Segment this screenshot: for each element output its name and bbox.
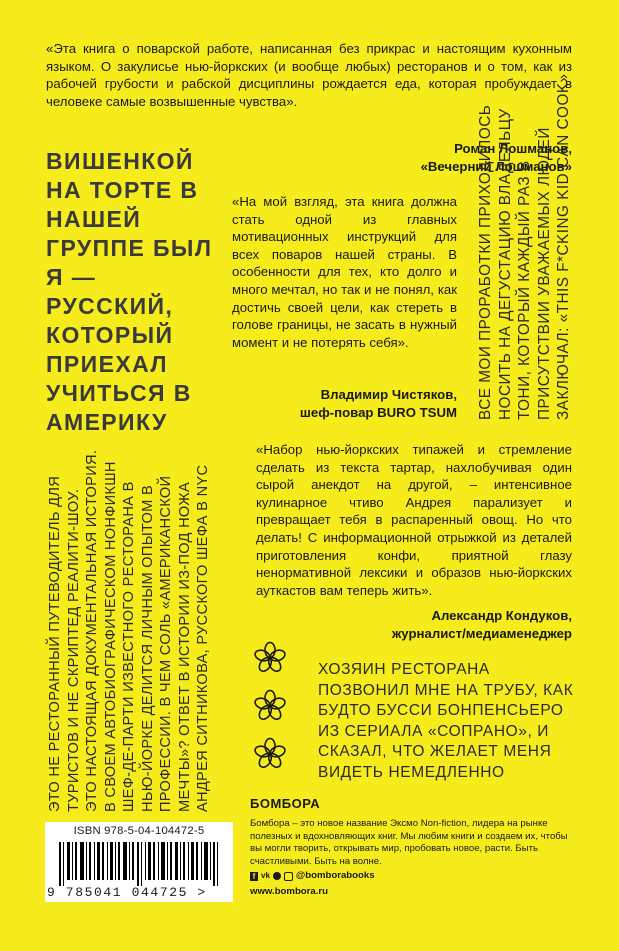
description-line: В СВОЕМ АВТОБИОГРАФИЧЕСКОМ НОНФИКШН — [102, 461, 119, 812]
description-line: НЬЮ-ЙОРКЕ ДЕЛИТСЯ ЛИЧНЫМ ОПЫТОМ В — [139, 485, 156, 812]
vk-icon[interactable]: vk — [261, 871, 270, 880]
social-links — [250, 870, 375, 883]
callout-excerpt: ХОЗЯИН РЕСТОРАНА ПОЗВОНИЛ МНЕ НА ТРУБУ, КАК БУДТО БУССИ БОНПЕНСЬЕРО ИЗ СЕРИАЛА «СОПРАНО», И СКАЗАЛ, ЧТО ЖЕЛАЕТ МЕНЯ ВИДЕТЬ НЕМЕДЛЕННО — [318, 661, 574, 781]
author-title: журналист/медиаменеджер — [391, 626, 572, 641]
excerpt-line: ВСЕ МОИ ПРОРАБОТКИ ПРИХОДИЛОСЬ — [477, 104, 494, 420]
author-name: Александр Кондуков, — [431, 608, 572, 623]
description-line: ТУРИСТОВ И НЕ СКРИПТЕД РЕАЛИТИ-ШОУ. — [65, 488, 82, 812]
author-title: «Вечерний Лошманов» — [420, 159, 572, 174]
publisher-logo: БОМБОРА — [250, 796, 321, 811]
telegram-icon[interactable] — [273, 872, 281, 880]
barcode-block — [45, 822, 233, 902]
description-line: ЭТО НЕ РЕСТОРАННЫЙ ПУТЕВОДИТЕЛЬ ДЛЯ — [47, 475, 63, 812]
flower-icon — [254, 739, 287, 770]
facebook-icon[interactable]: f — [250, 872, 258, 881]
isbn-number: ISBN 978-5-04-104472-5 — [73, 825, 205, 837]
description-line: ШЕФ-ДЕ-ПАРТИ ИЗВЕСТНОГО РЕСТОРАНА В — [121, 481, 137, 812]
description-line: АНДРЕЯ СИТНИКОВА, РУССКОГО ШЕФА В NYC — [195, 464, 211, 812]
description-line: МЕЧТЫ»? ОТВЕТ В ИСТОРИИ ИЗ-ПОД НОЖА — [176, 481, 193, 812]
author-name: Роман Лошманов, — [454, 141, 572, 156]
instagram-icon[interactable] — [284, 872, 293, 881]
author-name: Владимир Чистяков, — [320, 387, 457, 402]
flower-icons — [250, 640, 290, 780]
vertical-description-left — [46, 450, 213, 812]
flower-icon — [254, 643, 287, 674]
flower-icon — [254, 691, 287, 722]
description-line: ЭТО НАСТОЯЩАЯ ДОКУМЕНТАЛЬНАЯ ИСТОРИЯ. — [84, 449, 100, 812]
attribution-chistyakov — [232, 386, 457, 422]
excerpt-line: ПРИСУТСТВИИ УВАЖАЕМЫХ ЛЮДЕЙ — [535, 127, 553, 420]
publisher-description: Бомбора – это новое название Эксмо Non-fiction, лидера на рынке полезных и вдохновляющих книг. Мы любим книги и создаем их, чтобы вы могли творить, открывать мир, пробовать новое, расти. Быть счастливыми. Быть на волне. — [250, 818, 568, 867]
attribution-kondukov — [256, 607, 572, 643]
headline-quote: ВИШЕНКОЙ НА ТОРТЕ В НАШЕЙ ГРУППЕ БЫЛ Я — РУССКИЙ, КОТОРЫЙ ПРИЕХАЛ УЧИТЬСЯ В АМЕРИКУ — [46, 148, 213, 435]
quote-loshmanov: «Эта книга о поварской работе, написанная без прикрас и настоящим кухонным языком. О закулисье нью-йоркских (и вообще любых) ресторанов и о том, как из рабочей грубости и рабской дисциплины рождается еда, которая пробуждает в человеке самые возвышенные чувства». — [46, 41, 572, 109]
barcode-icon — [59, 842, 227, 886]
excerpt-line: ЗАКЛЮЧАЛ: «THIS F*CKING KID CAN COOK» — [555, 73, 573, 420]
vertical-excerpt-right — [476, 73, 574, 420]
excerpt-line: ТОНИ, КОТОРЫЙ КАЖДЫЙ РАЗ В — [516, 160, 534, 420]
quote-chistyakov: «На мой взгляд, эта книга должна стать одной из главных мотивационных инструкций для всех поваров нашей страны. В особенности для тех, кто долго и много мечтал, но так и не понял, как достичь своей цели, как стереть в голове границы, не засать в нужный момент и не потерять себя». — [232, 194, 457, 350]
quote-kondukov: «Набор нью-йоркских типажей и стремление сделать из текста тартар, нахлобучивая один сырой анекдот на другой, – интенсивное кулинарное чтиво Андрея парализует и превращает тебя в распаренный овощ. Но что делать! С информационной отрыжкой из деталей приготовления конфи, приятной глазу ненормативной лексики и образов нью-йоркских ауткастов вам теперь жить». — [256, 442, 572, 598]
description-line: ПРОФЕССИИ. В ЧЕМ СОЛЬ «АМЕРИКАНСКОЙ — [158, 475, 174, 812]
social-handle: @bomborabooks — [295, 870, 375, 881]
excerpt-line: НОСИТЬ НА ДЕГУСТАЦИЮ ВЛАДЕЛЬЦУ — [496, 108, 514, 420]
barcode-digits: 9 785041 044725 > — [47, 885, 207, 900]
publisher-website[interactable]: www.bombora.ru — [250, 886, 328, 897]
author-title: шеф-повар BURO TSUM — [299, 405, 457, 420]
